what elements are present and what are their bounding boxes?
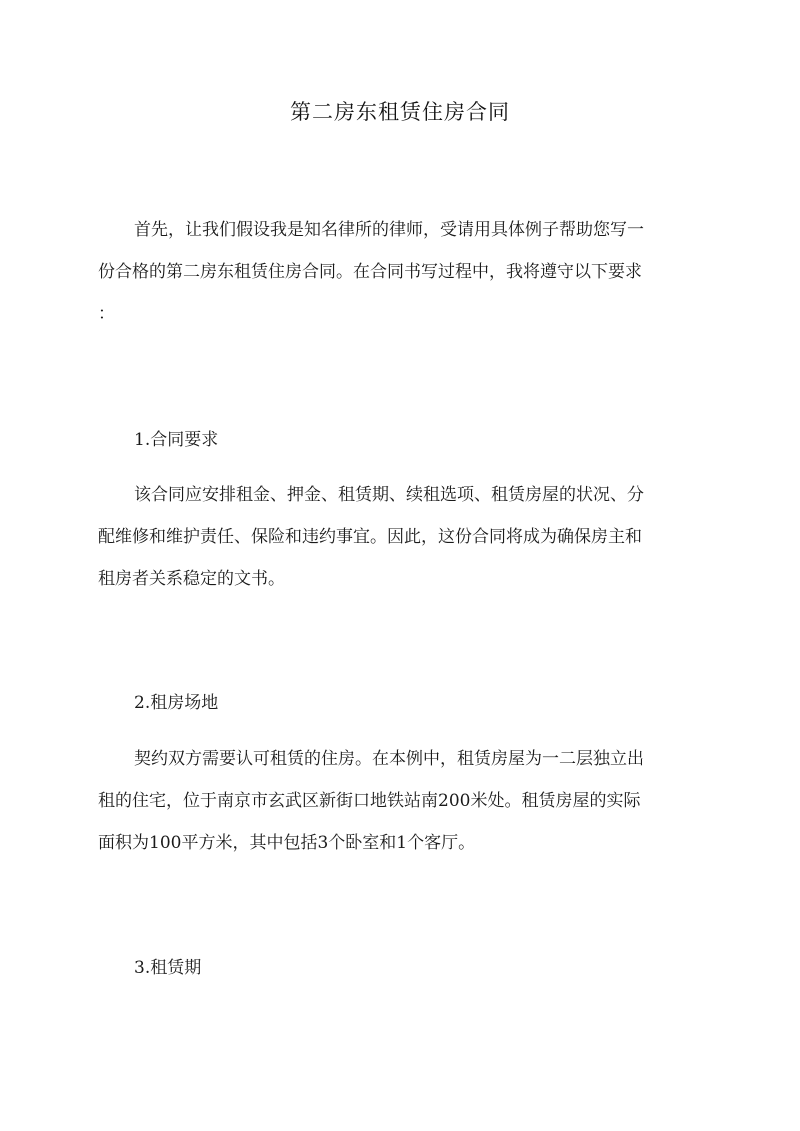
paragraph-line: 租的住宅，位于南京市玄武区新街口地铁站南200米处。租赁房屋的实际: [98, 791, 641, 811]
paragraph-line: 配维修和维护责任、保险和违约事宜。因此，这份合同将成为确保房主和: [98, 527, 642, 547]
intro-paragraph: [98, 209, 702, 335]
paragraph-line: 租房者关系稳定的文书。: [98, 569, 285, 589]
section-paragraph-2: [98, 738, 702, 864]
section-paragraph-1: [98, 474, 702, 600]
document-title: 第二房东租赁住房合同: [290, 100, 510, 124]
paragraph-line: 首先，让我们假设我是知名律所的律师，受请用具体例子帮助您写一: [134, 220, 644, 240]
section-heading-2: 2.租房场地: [134, 693, 219, 713]
paragraph-line: 该合同应安排租金、押金、租赁期、续租选项、租赁房屋的状况、分: [134, 485, 644, 505]
paragraph-line: ：: [98, 304, 115, 324]
paragraph-line: 面积为100平方米，其中包括3个卧室和1个客厅。: [98, 833, 476, 853]
section-heading-1: 1.合同要求: [134, 430, 219, 450]
paragraph-line: 契约双方需要认可租赁的住房。在本例中，租赁房屋为一二层独立出: [134, 749, 644, 769]
section-heading-3: 3.租赁期: [134, 958, 202, 978]
paragraph-line: 份合格的第二房东租赁住房合同。在合同书写过程中，我将遵守以下要求: [98, 262, 642, 282]
